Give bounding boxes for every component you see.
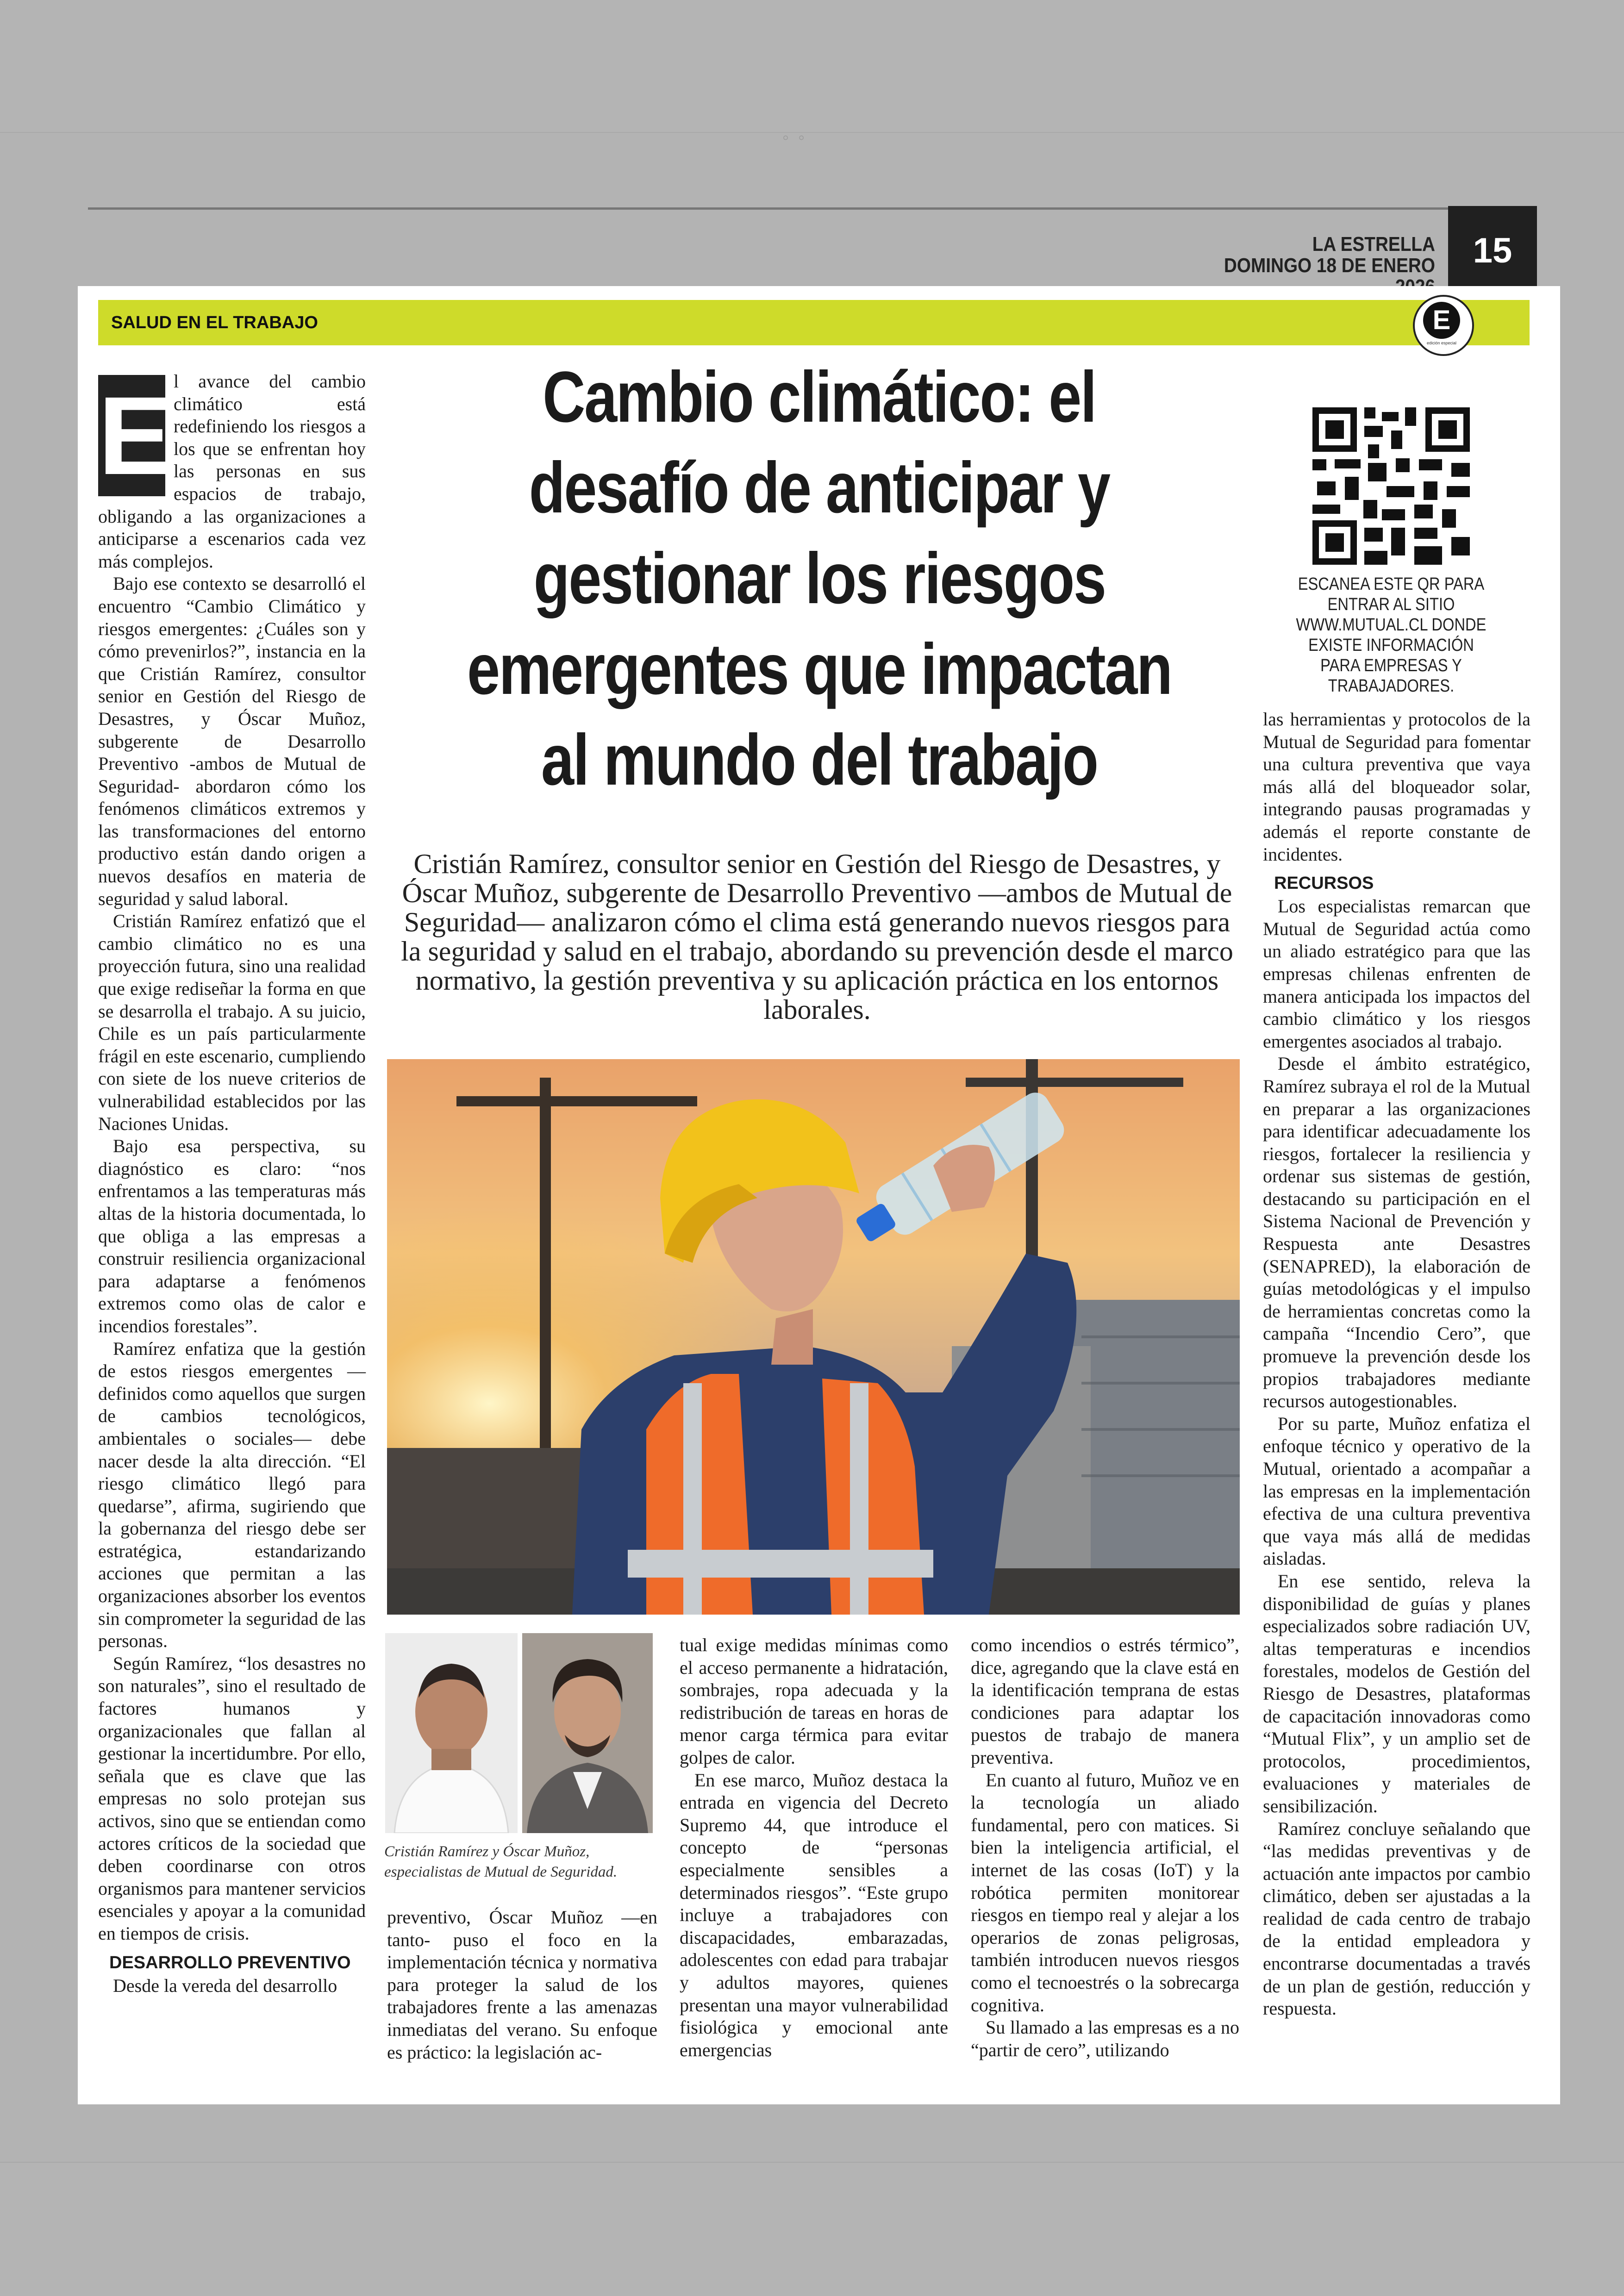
lead-paragraph: Cristián Ramírez, consultor senior en Gestión del Riesgo de Desastres, y Óscar Muñoz, subgerente de Desarrollo Preventivo —ambos de Mutual de Seguridad— analizaron cómo el clima está generando nuevos riesgos para la seguridad y salud en el trabajo, abordando su prevención desde el marco normativo, la gestión preventiva y su aplicación práctica en los entornos laborales.: [401, 849, 1233, 1025]
headline-line: gestionar los riesgos: [533, 538, 1106, 619]
edition-logo-letter: E: [1423, 302, 1460, 339]
paragraph: En ese sentido, releva la disponibilidad de guías y planes especializados sobre radiación UV, altas temperaturas e incendios forestales, modelos de Gestión del Riesgo de Desastres, plataformas de capacitación innovadoras como “Mutual Flix”, y un amplio set de protocolos, procedimientos, evaluaciones y materiales de sensibilización.: [1263, 1570, 1530, 1816]
section-label: SALUD EN EL TRABAJO: [111, 313, 318, 332]
viewer-top-band: [0, 0, 1624, 133]
paragraph: Bajo esa perspectiva, su diagnóstico es claro: “nos enfrentamos a las temperaturas más altas de la historia documentada, lo que obliga a las empresas a construir resiliencia organizacional para adaptarse a fenómenos extremos como olas de calor e incendios forestales”.: [98, 1136, 366, 1336]
publication-date: DOMINGO 18 DE ENERO: [1224, 254, 1435, 277]
portrait-ramirez: [385, 1633, 518, 1833]
paragraph: l avance del cambio climático está redefiniendo los riesgos a los que se enfrentan hoy las personas en sus espacios de trabajo, obligando a las organizaciones a anticiparse a escenarios cada vez más complejos.: [98, 371, 366, 572]
paragraph: Su llamado a las empresas es a no “partir de cero”, utilizando: [971, 2017, 1239, 2060]
headline-line: Cambio climático: el: [543, 357, 1096, 437]
paragraph: Según Ramírez, “los desastres no son naturales”, sino el resultado de factores humanos y organizacionales que fallan al gestionar la incertidumbre. Por ello, señala que es clave que las empresas no solo protejan sus activos, sino que se entiendan como actores críticos de la sociedad que deben coordinarse con otros organismos para mantener servicios esenciales y apoyar a la comunidad en tiempos de crisis.: [98, 1653, 366, 1944]
publication-name: LA ESTRELLA: [1312, 233, 1435, 256]
article-column-1: [98, 370, 366, 1997]
paragraph: Bajo ese contexto se desarrolló el encuentro “Cambio Climático y riesgos emergentes: ¿Cuáles son y cómo prevenirlos?”, instancia en la que Cristián Ramírez, consultor senior en Gestión del Riesgo de Desastres, y Óscar Muñoz, subgerente de Desarrollo Preventivo -ambos de Mutual de Seguridad- abordaron cómo los fenómenos climáticos extremos y las transformaciones del entorno productivo están dando origen a nuevos desafíos en materia de seguridad y salud laboral.: [98, 573, 366, 909]
photo-caption: Cristián Ramírez y Óscar Muñoz, especialistas de Mutual de Seguridad.: [384, 1843, 618, 1880]
paragraph: Desde el ámbito estratégico, Ramírez subraya el rol de la Mutual en preparar a las organizaciones para identificar adecuadamente los riesgos, fortalecer la resiliencia y ordenar sus sistemas de gestión, destacando su participación en el Sistema Nacional de Prevención y Respuesta ante Desastres (SENAPRED), la elaboración de guías metodológicas y el impulso de herramientas concretas como la campaña “Incendio Cero”, que promueve la prevención desde los propios trabajadores mediante recursos autogestionables.: [1263, 1053, 1530, 1412]
viewer-bottom-band: [0, 2162, 1624, 2296]
article-column-2: [387, 1906, 657, 2064]
headline-line: al mundo del trabajo: [541, 720, 1098, 800]
paragraph: como incendios o estrés térmico”, dice, agregando que la clave está en la identificación temprana de estas condiciones para adaptar los puestos de trabajo de manera preventiva.: [971, 1635, 1239, 1768]
headline-line: desafío de anticipar y: [529, 448, 1110, 528]
paragraph: preventivo, Óscar Muñoz —en tanto- puso el foco en la implementación técnica y normativa para proteger la salud de los trabajadores frente a las amenazas inmediatas del verano. Su enfoque es práctico: la legislación ac-: [387, 1907, 657, 2063]
masthead-rule: [88, 207, 1449, 210]
paragraph: Los especialistas remarcan que Mutual de Seguridad actúa como un aliado estratégico para que las empresas chilenas enfrenten de manera anticipada los impactos del cambio climático y los riesgos emergentes asociados al trabajo.: [1263, 896, 1530, 1052]
headline: [384, 352, 1255, 805]
paragraph: tual exige medidas mínimas como el acceso permanente a hidratación, sombrajes, ropa adecuada y la redistribución de tareas en horas de menor carga térmica para evitar golpes de calor.: [680, 1635, 948, 1768]
page-number: 15: [1448, 206, 1537, 295]
paragraph: Cristián Ramírez enfatizó que el cambio climático no es una proyección futura, sino una realidad que exige rediseñar la forma en que se desarrolla el trabajo. A su juicio, Chile es un país particularmente frágil en este escenario, cumpliendo con siete de los nueve criterios de vulnerabilidad establecidos por las Naciones Unidas.: [98, 911, 366, 1134]
subhead-desarrollo: DESARROLLO PREVENTIVO: [109, 1953, 351, 1972]
article-column-5: [1263, 708, 1530, 2020]
page-indicator-dots[interactable]: ◦◦: [782, 127, 814, 148]
paragraph: En cuanto al futuro, Muñoz ve en la tecnología un aliado fundamental, pero con matices. Si bien la inteligencia artificial, el internet de las cosas (IoT) y la robótica permiten monitorear riesgos en tiempo real y alejar a los operarios de zonas peligrosas, también introducen nuevos riesgos como el tecnoestrés o la sobrecarga cognitiva.: [971, 1769, 1239, 2015]
qr-caption: ESCANEA ESTE QR PARA ENTRAR AL SITIO WWW.MUTUAL.CL DONDE EXISTE INFORMACIÓN PARA EMPRESAS Y TRABAJADORES.: [1296, 574, 1487, 696]
subhead-recursos: RECURSOS: [1274, 873, 1374, 893]
worker-drinking-water-photo: [387, 1059, 1240, 1615]
edition-logo-tagline: edición especial: [1426, 341, 1457, 345]
portrait-munoz: [522, 1633, 653, 1833]
paragraph: Desde la vereda del desarrollo: [113, 1975, 337, 1996]
paragraph: las herramientas y protocolos de la Mutual de Seguridad para fomentar una cultura preventiva que vaya más allá del bloqueador solar, integrando pausas programadas y además el reporte constante de incidentes.: [1263, 709, 1530, 865]
article-column-4: [971, 1634, 1239, 2061]
paragraph: Por su parte, Muñoz enfatiza el enfoque técnico y operativo de la Mutual, orientado a acompañar a las empresas en la implementación efectiva de una cultura preventiva que vaya más allá de medidas aisladas.: [1263, 1413, 1530, 1569]
article-column-3: [680, 1634, 948, 2061]
qr-code[interactable]: [1312, 407, 1470, 565]
paragraph: En ese marco, Muñoz destaca la entrada en vigencia del Decreto Supremo 44, que introduce el concepto de “personas especialmente sensibles a determinados riesgos”. “Este grupo incluye a trabajadores con discapacidades, embarazadas, adolescentes con edad para trabajar y adultos mayores, quienes presentan una mayor vulnerabilidad fisiológica y emocional ante emergencias: [680, 1769, 948, 2060]
paragraph: Ramírez concluye señalando que “las medidas preventivas y de actuación ante impactos por cambio climático, deben ser ajustadas a la realidad de cada centro de trabajo de la entidad empleadora y encontrarse documentadas a través de un plan de gestión, reducción y respuesta.: [1263, 1818, 1530, 2019]
headline-line: emergentes que impactan: [467, 629, 1172, 710]
drop-cap: E: [98, 374, 173, 498]
paragraph: Ramírez enfatiza que la gestión de estos riesgos emergentes —definidos como aquellos que surgen de cambios tecnológicos, ambientales o sociales— debe nacer desde la alta dirección. “El riesgo climático llegó para quedarse”, afirma, sugiriendo que la gobernanza del riesgo debe ser estratégica, estandarizando acciones que permitan a las organizaciones absorber los eventos sin comprometer la seguridad de las personas.: [98, 1338, 366, 1652]
